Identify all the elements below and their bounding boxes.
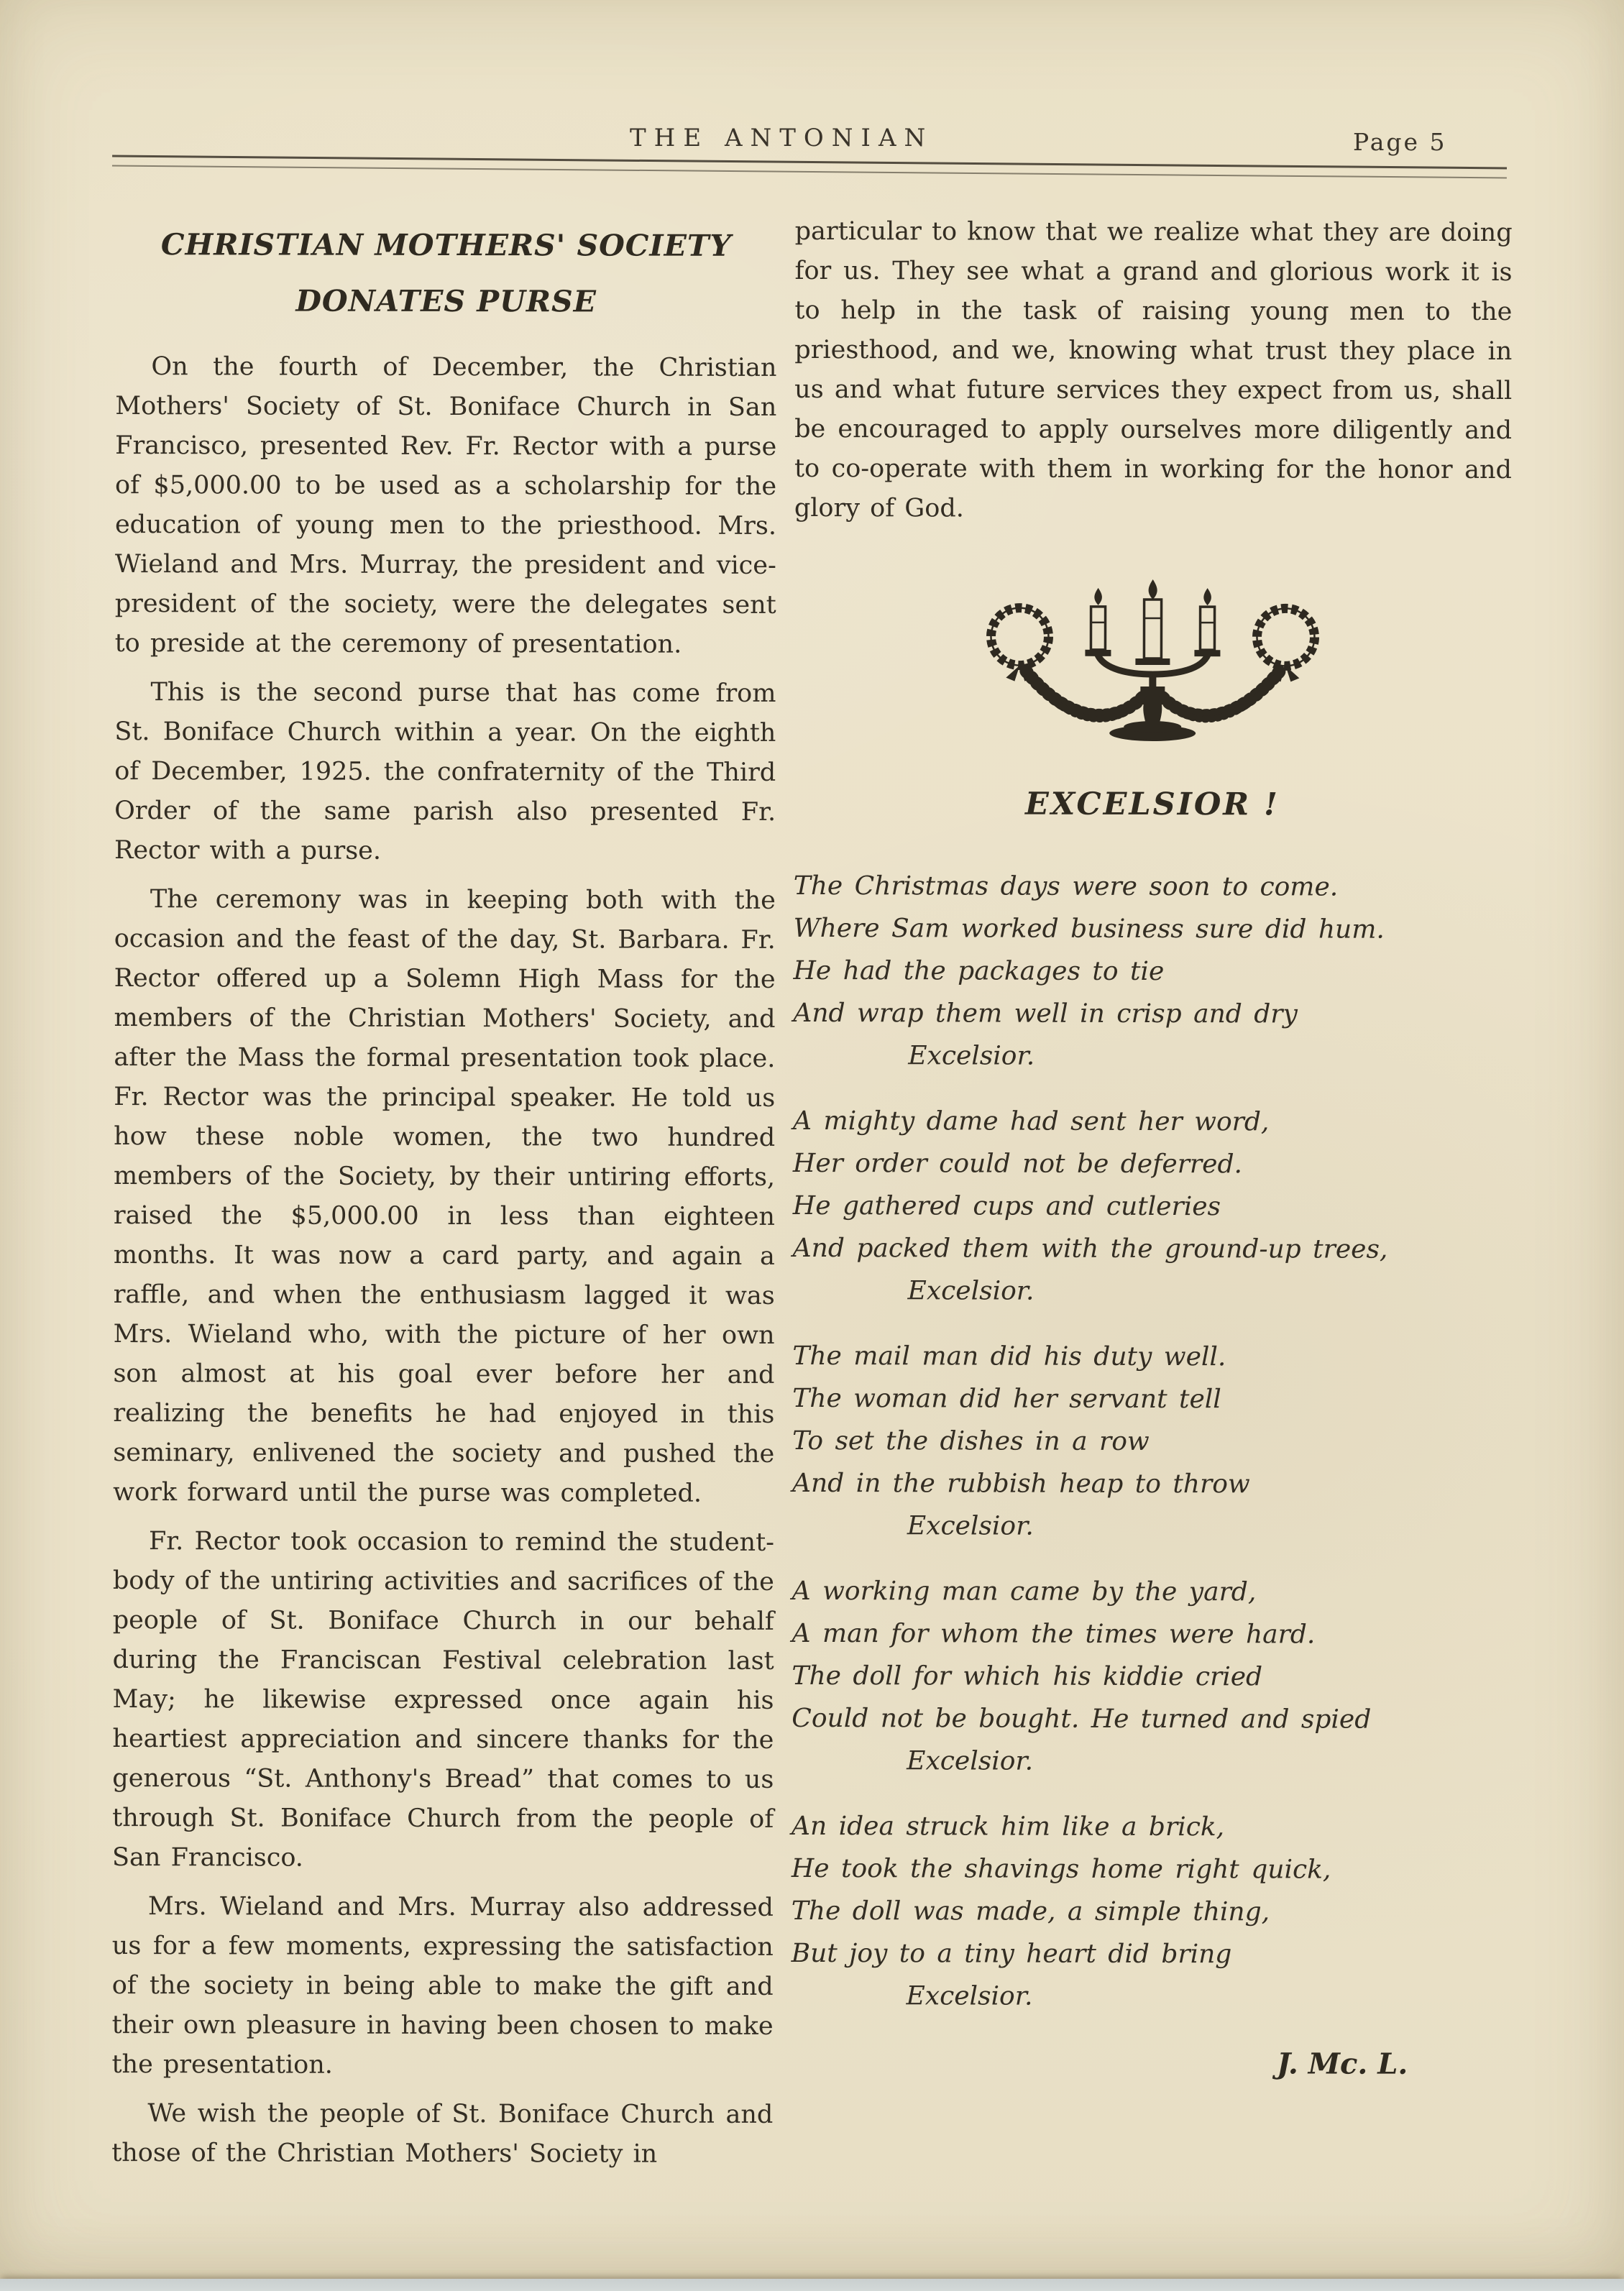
poem-line: To set the dishes in a row [792, 1425, 1150, 1456]
poem-stanza-4 [792, 1570, 1510, 1783]
article-paragraph-5: Mrs. Wieland and Mrs. Murray also addressed us for a few moments, expressing the satisfaction of the society in being able to make the gift and their own pleasure in having been chosen to make the presentation. [111, 1892, 774, 2080]
article-paragraph-2: This is the second purse that has come from St. Boniface Church within a year. On the eighth of December, 1925. the confraternity of the Third Order of the same parish also presented Fr. Rector with a purse. [114, 678, 776, 866]
poem-line: The mail man did his duty well. [792, 1341, 1226, 1372]
poem-refrain: Excelsior. [907, 1746, 1034, 1776]
poem-stanza-2 [793, 1100, 1511, 1313]
poem-stanza-1 [793, 865, 1511, 1078]
article-title [116, 216, 777, 330]
poem-line: The doll was made, a simple thing, [791, 1896, 1270, 1927]
article-paragraph-4: Fr. Rector took occasion to remind the student-body of the untiring activities and sacrifices of the people of St. Boniface Church in our behalf during the Franciscan Festival celebration last May; he likewise expressed once again his heartiest appreciation and sincere thanks for the generous “St. Anthony's Bread” that comes to us through St. Boniface Church from the people of San Francisco. [112, 1527, 775, 1873]
article-paragraph-1: On the fourth of December, the Christian Mothers' Society of St. Boniface Church in San Francisco, presented Rev. Fr. Rector with a purse of $5,000.00 to be used as a scholarship for the education of young men to the priesthood. Mrs. Wieland and Mrs. Murray, the president and vice-president of the society, were the delegates sent to preside at the ceremony of presentation. [114, 352, 777, 659]
page-number: Page 5 [1353, 128, 1447, 156]
left-column [111, 216, 777, 2184]
article-title-line1: CHRISTIAN MOTHERS' SOCIETY [160, 227, 732, 263]
right-column [791, 212, 1512, 2081]
poem-signature: J. Mc. L. [1277, 2047, 1408, 2081]
poem-refrain: Excelsior. [907, 1511, 1034, 1541]
poem-line: And packed them with the ground-up trees, [792, 1233, 1388, 1264]
poem-line: A man for whom the times were hard. [792, 1618, 1316, 1650]
poem-refrain: Excelsior. [906, 1981, 1033, 2011]
article-paragraph-6: We wish the people of St. Boniface Church and those of the Christian Mothers' Society in [111, 2099, 774, 2169]
poem-line: An idea struck him like a brick, [791, 1811, 1225, 1842]
poem-line: And wrap them well in crisp and dry [793, 998, 1298, 1029]
poem-line: A working man came by the yard, [792, 1576, 1257, 1607]
masthead-rule [112, 155, 1507, 179]
poem-line: The woman did her servant tell [792, 1383, 1221, 1415]
candelabra-ornament-icon [794, 570, 1512, 754]
poem-line: He took the shavings home right quick, [791, 1853, 1331, 1885]
poem-line: He gathered cups and cutleries [792, 1190, 1221, 1222]
article-title-line2: DONATES PURSE [295, 283, 597, 319]
poem-line: But joy to a tiny heart did bring [791, 1938, 1232, 1970]
poem-refrain: Excelsior. [908, 1041, 1035, 1071]
poem-line: A mighty dame had sent her word, [793, 1106, 1270, 1137]
article-continuation-paragraph: particular to know that we realize what they are doing for us. They see what a grand and glorious work it is to help in the task of raising young men to the priesthood, and we, knowing what trust they place in us and what future services they expect from us, shall be encouraged to apply ourselves more diligently and to co-operate with them in working for the honor and glory of God. [794, 216, 1513, 523]
poem-line: Could not be bought. He turned and spied [792, 1703, 1372, 1735]
poem-line: Her order could not be deferred. [792, 1148, 1243, 1180]
journal-title: THE ANTONIAN [630, 124, 934, 152]
poem-line: Where Sam worked business sure did hum. [793, 913, 1385, 945]
poem-line: The Christmas days were soon to come. [793, 871, 1339, 902]
poem-stanza-3 [792, 1335, 1510, 1548]
poem-line: The doll for which his kiddie cried [792, 1661, 1263, 1692]
poem-line: And in the rubbish heap to throw [792, 1468, 1250, 1500]
page-bottom-edge [0, 2279, 1624, 2291]
poem-stanza-5 [791, 1805, 1509, 2019]
article-paragraph-3: The ceremony was in keeping both with the occasion and the feast of the day, St. Barbara. Fr. Rector offered up a Solemn High Mass for the members of the Christian Mothers' Society, and after the Mass the formal presentation took place. Fr. Rector was the principal speaker. He told us how these noble women, the two hundred members of the Society, by their untiring efforts, raised the $5,000.00 in less than eighteen months. It was now a card party, and again a raffle, and when the enthusiasm lagged it was Mrs. Wieland who, with the picture of her own son almost at his goal ever before her and realizing the benefits he had enjoyed in this seminary, enlivened the society and pushed the work forward until the purse was completed. [113, 885, 776, 1508]
poem-line: He had the packages to tie [793, 955, 1165, 987]
poem-title: EXCELSIOR ! [1025, 786, 1280, 823]
poem-refrain: Excelsior. [907, 1276, 1035, 1306]
